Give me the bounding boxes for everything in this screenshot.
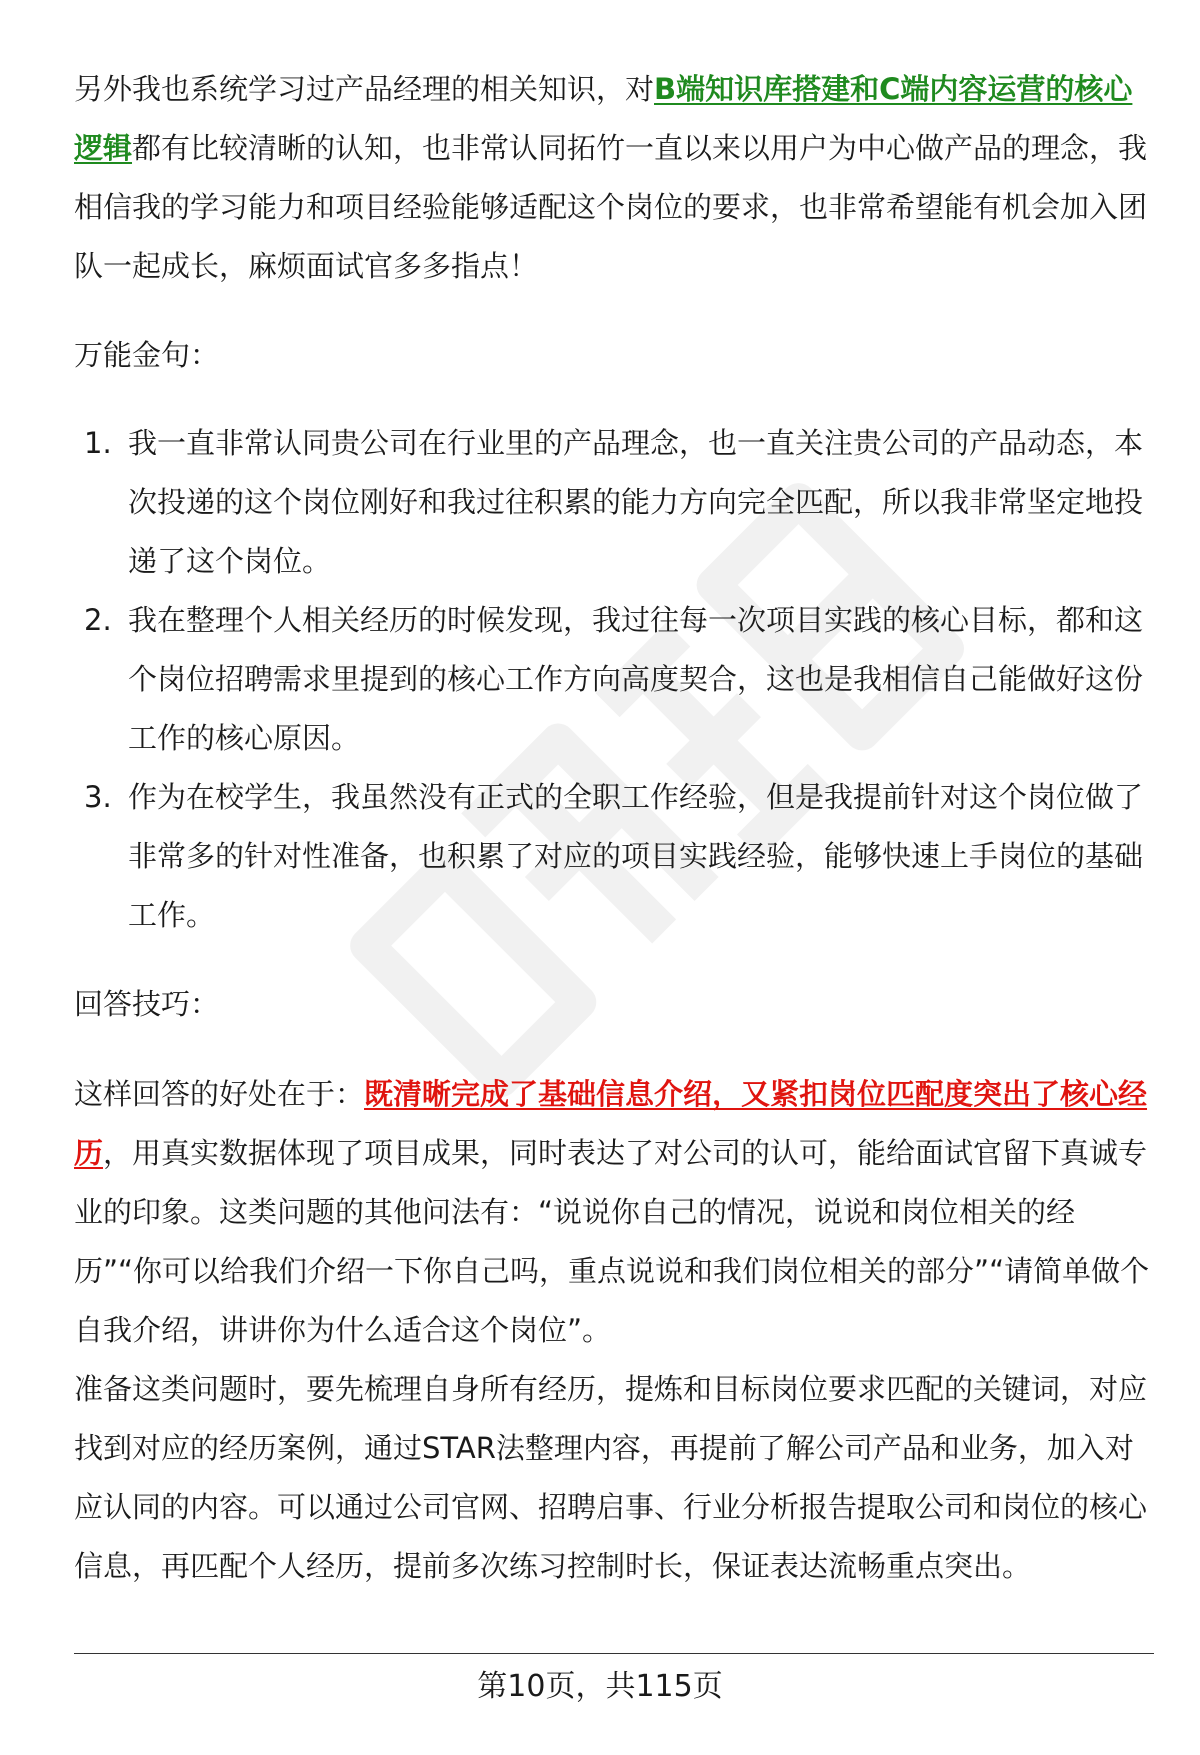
list-item-text: 我在整理个人相关经历的时候发现，我过往每一次项目实践的核心目标，都和这个岗位招聘需求里提到的核心工作方向高度契合，这也是我相信自己能做好这份工作的核心原因。 bbox=[128, 603, 1144, 755]
list-item bbox=[74, 768, 1154, 945]
golden-sentences-label: 万能金句： bbox=[74, 338, 220, 372]
tips-highlight: 既清晰完成了基础信息介绍，又紧扣岗位匹配度突出了核心经历 bbox=[74, 1077, 1148, 1170]
intro-paragraph bbox=[74, 60, 1154, 296]
intro-highlight: B端知识库搭建和C端内容运营的核心逻辑 bbox=[74, 72, 1133, 165]
list-item bbox=[74, 414, 1154, 591]
intro-text-after: 都有比较清晰的认知，也非常认同拓竹一直以来以用户为中心做产品的理念，我相信我的学习能力和项目经验能够适配这个岗位的要求，也非常希望能有机会加入团队一起成长，麻烦面试官多多指点！ bbox=[74, 131, 1148, 283]
content-body bbox=[74, 60, 1154, 1596]
list-item-number: 1. bbox=[84, 426, 112, 460]
preparation-paragraph: 准备这类问题时，要先梳理自身所有经历，提炼和目标岗位要求匹配的关键词，对应找到对应的经历案例，通过STAR法整理内容，再提前了解公司产品和业务，加入对应认同的内容。可以通过公司官网、招聘启事、行业分析报告提取公司和岗位的核心信息，再匹配个人经历，提前多次练习控制时长，保证表达流畅重点突出。 bbox=[74, 1372, 1148, 1583]
answer-tips-paragraph bbox=[74, 1065, 1154, 1360]
golden-sentences-list bbox=[74, 414, 1154, 945]
list-item-text: 我一直非常认同贵公司在行业里的产品理念，也一直关注贵公司的产品动态，本次投递的这个岗位刚好和我过往积累的能力方向完全匹配，所以我非常坚定地投递了这个岗位。 bbox=[128, 426, 1144, 578]
list-item bbox=[74, 591, 1154, 768]
tips-text-after: ，用真实数据体现了项目成果，同时表达了对公司的认可，能给面试官留下真诚专业的印象。这类问题的其他问法有：“说说你自己的情况，说说和岗位相关的经历”“你可以给我们介绍一下你自己吗，重点说说和我们岗位相关的部分”“请简单做个自我介绍，讲讲你为什么适合这个岗位”。 bbox=[74, 1136, 1150, 1347]
footer-divider bbox=[74, 1653, 1154, 1654]
list-item-number: 2. bbox=[84, 603, 112, 637]
page-number: 第10页，共115页 bbox=[477, 1669, 723, 1704]
list-item-number: 3. bbox=[84, 780, 112, 814]
intro-text-before: 另外我也系统学习过产品经理的相关知识，对 bbox=[74, 72, 655, 106]
answer-tips-label: 回答技巧： bbox=[74, 987, 220, 1021]
list-item-text: 作为在校学生，我虽然没有正式的全职工作经验，但是我提前针对这个岗位做了非常多的针对性准备，也积累了对应的项目实践经验，能够快速上手岗位的基础工作。 bbox=[128, 780, 1144, 932]
tips-text-before: 这样回答的好处在于： bbox=[74, 1077, 365, 1111]
